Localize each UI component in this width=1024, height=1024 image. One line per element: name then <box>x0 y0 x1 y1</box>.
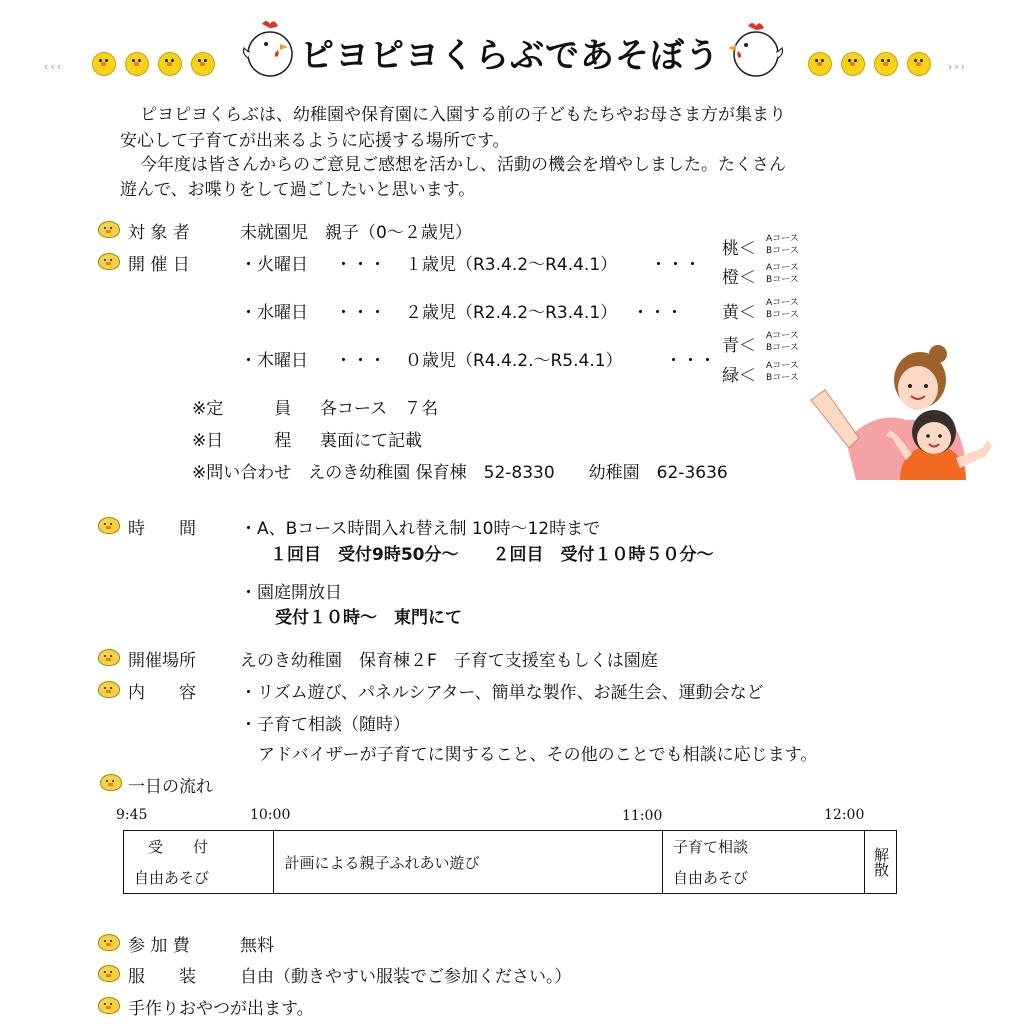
schedule-day: ・水曜日 <box>240 303 308 323</box>
chick-bullet-icon <box>98 681 120 697</box>
right-dots: ››› <box>948 60 968 73</box>
chick-bullet-icon <box>98 221 120 237</box>
chick-bullet-icon <box>98 997 120 1013</box>
chick-icon <box>841 50 863 74</box>
mother-child-illustration <box>806 340 996 490</box>
course-b: Bコース <box>766 246 799 256</box>
course-name: 緑＜ <box>722 366 756 386</box>
time-label: 時 間 <box>128 519 196 539</box>
chick-icon <box>158 50 180 74</box>
schedule-dots: ・・・ <box>335 303 386 323</box>
dates-label: ※日 程 <box>192 431 292 451</box>
chick-icon <box>92 50 114 74</box>
page-title: ピヨピヨくらぶであそぼう <box>300 36 720 76</box>
venue-value: えのき幼稚園 保育棟２F 子育て支援室もしくは園庭 <box>240 651 658 671</box>
flow-time: 10:00 <box>250 807 291 823</box>
schedule-label: 開 催 日 <box>128 255 190 275</box>
course-a: Aコース <box>766 298 799 308</box>
flow-time: 12:00 <box>824 807 865 823</box>
chick-bullet-icon <box>98 517 120 533</box>
schedule-dots: ・・・ <box>335 351 386 371</box>
capacity-label: ※定 員 <box>192 399 292 419</box>
hen-icon <box>728 18 786 80</box>
fee-value: 無料 <box>240 936 274 956</box>
course-a: Aコース <box>766 263 799 273</box>
schedule-age: ０歳児（R4.4.2.～R5.4.1） <box>405 351 623 371</box>
target-value: 未就園児 親子（0～２歳児） <box>240 223 472 243</box>
schedule-day: ・木曜日 <box>240 351 308 371</box>
capacity-value: 各コース ７名 <box>320 399 439 419</box>
schedule-day: ・火曜日 <box>240 255 308 275</box>
course-name: 青＜ <box>722 336 756 356</box>
chick-bullet-icon <box>98 649 120 665</box>
flow-cell-text: 解散 <box>872 847 890 877</box>
venue-label: 開催場所 <box>128 651 196 671</box>
flow-label: 一日の流れ <box>128 777 213 797</box>
dates-value: 裏面にて記載 <box>320 431 422 451</box>
course-name: 黄＜ <box>722 303 756 323</box>
course-b: Bコース <box>766 373 799 383</box>
chick-bullet-icon <box>98 253 120 269</box>
chick-icon <box>907 50 929 74</box>
daily-flow-table <box>123 830 897 894</box>
left-dots: ‹‹‹ <box>44 60 64 73</box>
content-line-3: アドバイザーが子育てに関すること、その他のことでも相談に応じます。 <box>258 745 818 765</box>
schedule-dots: ・・・ <box>335 255 386 275</box>
dress-label: 服 装 <box>128 967 196 987</box>
time-line-4: 受付１０時～ 東門にて <box>275 608 462 628</box>
schedule-dots: ・・・ <box>650 255 701 275</box>
chick-icon <box>808 50 830 74</box>
flow-cell-reception <box>124 831 274 894</box>
fee-label: 参 加 費 <box>128 936 190 956</box>
schedule-dots: ・・・ <box>665 351 716 371</box>
flow-cell-dismiss <box>865 831 897 894</box>
flow-cell-text: 子育て相談 <box>673 838 749 856</box>
flow-cell-text: 自由あそび <box>134 869 210 887</box>
snack-text: 手作りおやつが出ます。 <box>128 999 314 1019</box>
chick-icon <box>191 50 213 74</box>
flow-cell-text: 計画による親子ふれあい遊び <box>284 853 480 872</box>
chick-bullet-icon <box>98 965 120 981</box>
target-label: 対 象 者 <box>128 223 190 243</box>
chick-icon <box>125 50 147 74</box>
flow-cell-text: 受 付 <box>148 838 209 856</box>
intro-line-3: 今年度は皆さんからのご意見ご感想を活かし、活動の機会を増やしました。たくさん <box>140 155 786 175</box>
course-b: Bコース <box>766 310 799 320</box>
course-b: Bコース <box>766 343 799 353</box>
flow-time: 11:00 <box>622 808 663 824</box>
hen-icon <box>240 18 298 80</box>
time-line-2: １回目 受付9時50分～ ２回目 受付１０時５０分～ <box>270 545 714 565</box>
time-line-1: ・A、Bコース時間入れ替え制 10時～12時まで <box>240 519 601 539</box>
time-line-3: ・園庭開放日 <box>240 583 342 603</box>
intro-line-1: ピヨピヨくらぶは、幼稚園や保育園に入園する前の子どもたちやお母さま方が集まり <box>140 105 786 125</box>
course-name: 橙＜ <box>722 268 756 288</box>
course-a: Aコース <box>766 361 799 371</box>
content-label: 内 容 <box>128 683 196 703</box>
flow-cell-consult <box>663 831 865 894</box>
flow-cell-text: 自由あそび <box>673 869 749 887</box>
schedule-age: １歳児（R3.4.2～R4.4.1） <box>405 255 618 275</box>
chick-icon <box>874 50 896 74</box>
chick-bullet-icon <box>100 774 122 790</box>
course-a: Aコース <box>766 234 799 244</box>
schedule-age: ２歳児（R2.4.2～R3.4.1） <box>405 303 618 323</box>
course-b: Bコース <box>766 275 799 285</box>
flow-time: 9:45 <box>116 807 148 823</box>
content-line-1: ・リズム遊び、パネルシアター、簡単な製作、お誕生会、運動会など <box>240 683 764 703</box>
course-a: Aコース <box>766 331 799 341</box>
contact-info: ※問い合わせ えのき幼稚園 保育棟 52-8330 幼稚園 62-3636 <box>192 463 728 483</box>
schedule-dots: ・・・ <box>632 303 683 323</box>
intro-line-2: 安心して子育てが出来るように応援する場所です。 <box>120 131 510 151</box>
content-line-2: ・子育て相談（随時） <box>240 715 410 735</box>
chick-bullet-icon <box>98 934 120 950</box>
flow-cell-play <box>274 831 663 894</box>
course-name: 桃＜ <box>722 239 756 259</box>
intro-line-4: 遊んで、お喋りをして過ごしたいと思います。 <box>120 180 476 200</box>
dress-value: 自由（動きやすい服装でご参加ください。） <box>240 967 572 987</box>
